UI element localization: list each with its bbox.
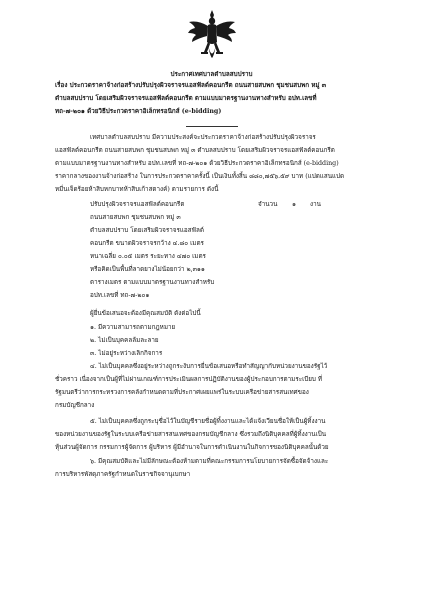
qualification-heading: ผู้ยื่นข้อเสนอจะต้องมีคุณสมบัติ ดังต่อไปนี้ <box>90 310 201 317</box>
intro-line: แอสฟัลต์คอนกรีต ถนนสายสบพก ชุมชนสบพก หมู่ ๓ ตำบลสบปราบ โดยเสริมผิวจราจรแอสฟัลต์คอนกรีต <box>55 147 335 154</box>
subject-line: เรื่อง ประกวดราคาจ้างก่อสร้างปรับปรุงผิวจราจรแอสฟัลต์คอนกรีต ถนนสายสบพก ชุมชนสบพก หมู่ ๓ <box>55 82 327 89</box>
intro-line: หมื่นเจ็ดร้อยห้าสิบหกบาทห้าสิบเก้าสตางค์) ตามรายการ ดังนี้ <box>55 186 219 193</box>
qualification-line: ๓. ไม่อยู่ระหว่างเลิกกิจการ <box>90 350 163 357</box>
item-line: คอนกรีต ขนาดผิวจราจรกว้าง ๔.๘๐ เมตร <box>90 240 204 247</box>
intro-line: ตามแบบมาตรฐานงานทางสำหรับ อปท.เลขที่ ทถ-๗-๒๐๑ ด้วยวิธีประกวดราคาอิเล็กทรอนิกส์ (e-bidding) <box>55 160 339 167</box>
qualification-line: ชั่วคราว เนื่องจากเป็นผู้ที่ไม่ผ่านเกณฑ์การประเมินผลการปฏิบัติงานของผู้ประกอบการตามระเบียบ ที่ <box>55 376 323 383</box>
item-line: ปรับปรุงผิวจราจรแอสฟัลต์คอนกรีต <box>90 201 185 208</box>
subject-line: ทถ-๗-๒๐๑ ด้วยวิธีประกวดราคาอิเล็กทรอนิกส์ (e-bidding) <box>55 108 222 115</box>
qualification-line: การบริหารพัสดุภาครัฐกำหนดในราชกิจจานุเบกษา <box>55 471 191 478</box>
org-title: ประกาศเทศบาลตำบลสบปราบ <box>170 71 253 78</box>
item-line: อปท.เลขที่ ทถ-๗-๒๐๑ <box>90 292 150 299</box>
qualification-line: ๒. ไม่เป็นบุคคลล้มละลาย <box>90 337 159 344</box>
qualification-line: ๖. มีคุณสมบัติและไม่มีลักษณะต้องห้ามตามที่คณะกรรมการนโยบายการจัดซื้อจัดจ้างและ <box>90 458 329 465</box>
qualification-line: หุ้นส่วนผู้จัดการ กรรมการผู้จัดการ ผู้บริหาร ผู้มีอำนาจในการดำเนินงานในกิจการของนิติบุคคลนั้นด้วย <box>55 444 329 451</box>
qualification-line: ๔. ไม่เป็นบุคคลซึ่งอยู่ระหว่างถูกระงับการยื่นข้อเสนอหรือทำสัญญากับหน่วยงานของรัฐไว้ <box>90 363 328 370</box>
item-line: หนาเฉลี่ย ๐.๐๕ เมตร ระยะทาง ๔๗๐ เมตร <box>90 253 206 260</box>
qualification-line: รัฐมนตรีว่าการกระทรวงการคลังกำหนดตามที่ประกาศเผยแพร่ในระบบเครือข่ายสารสนเทศของ <box>55 389 309 396</box>
qualification-line: ของหน่วยงานของรัฐในระบบเครือข่ายสารสนเทศของกรมบัญชีกลาง ซึ่งรวมถึงนิติบุคคลที่ผู้ทิ้งงานเป็น <box>55 431 327 438</box>
item-line: หรือคิดเป็นพื้นที่ลาดยางไม่น้อยกว่า ๒,๓๑๑ <box>90 266 205 273</box>
intro-line: เทศบาลตำบลสบปราบ มีความประสงค์จะประกวดราคาจ้างก่อสร้างปรับปรุงผิวจราจร <box>90 134 316 141</box>
item-qty-value: ๑ <box>292 201 296 208</box>
item-qty-label: จำนวน <box>258 201 278 208</box>
item-qty-unit: งาน <box>310 201 321 208</box>
item-line: ถนนสายสบพก ชุมชนสบพก หมู่ ๓ <box>90 214 181 221</box>
intro-line: ราคากลางของงานจ้างก่อสร้าง ในการประกวดราคาครั้งนี้ เป็นเงินทั้งสิ้น ๘๘๐,๗๕๖.๕๙ บาท (แปดแสนแปด <box>55 173 345 180</box>
qualification-line: ๕. ไม่เป็นบุคคลซึ่งถูกระบุชื่อไว้ในบัญชีรายชื่อผู้ทิ้งงานและได้แจ้งเวียนชื่อให้เป็นผู้ทิ้งงาน <box>90 418 326 425</box>
qualification-line: กรมบัญชีกลาง <box>55 402 95 409</box>
item-line: ตำบลสบปราบ โดยเสริมผิวจราจรแอสฟัลต์ <box>90 227 204 234</box>
divider-line <box>186 126 238 127</box>
item-line: ตารางเมตร ตามแบบมาตรฐานงานทางสำหรับ <box>90 279 215 286</box>
qualification-line: ๑. มีความสามารถตามกฎหมาย <box>90 324 176 331</box>
subject-line: ตำบลสบปราบ โดยเสริมผิวจราจรแอสฟัลต์คอนกรีต ตามแบบมาตรฐานงานทางสำหรับ อปท.เลขที่ <box>55 95 317 102</box>
garuda-emblem-icon <box>186 8 238 64</box>
